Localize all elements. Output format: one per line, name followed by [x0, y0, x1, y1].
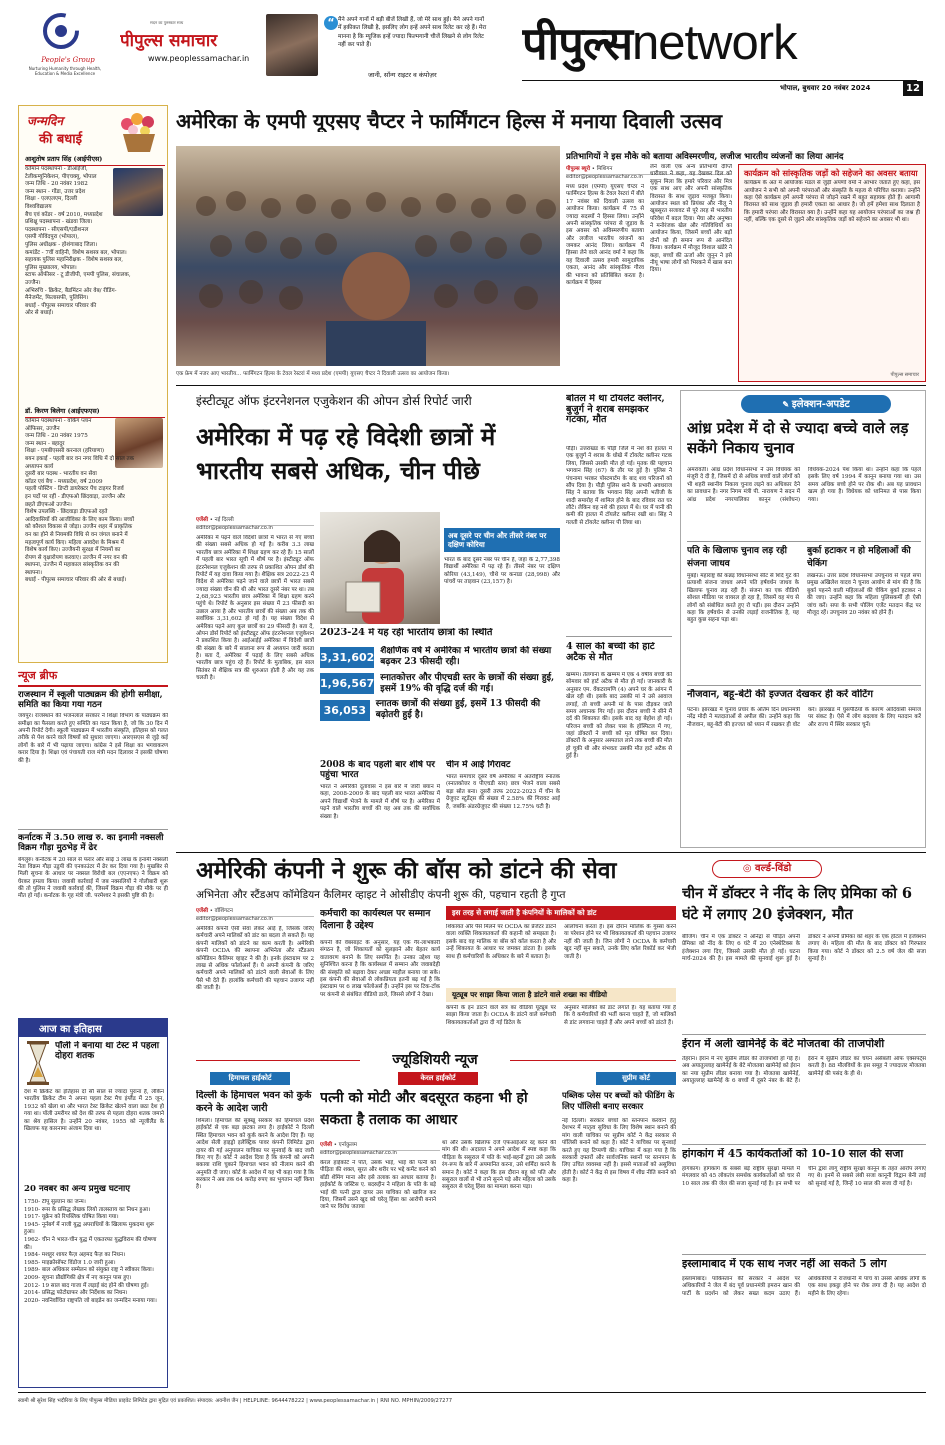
- study-box-1-headline: 2008 के बाद पहली बार शीर्ष पर पहुंचा भारत: [320, 760, 435, 781]
- lead-side-credit: पीपुल्स समाचार: [890, 372, 919, 378]
- history-box: [18, 1018, 168, 1388]
- lead-side-headline: कार्यक्रम को सांस्कृतिक जड़ों को सहेजने का अवसर बताया: [744, 168, 918, 178]
- status-title: 2023-24 में यह रही भारतीय छात्रों की स्थिति: [320, 628, 493, 638]
- detail-line: को कौशल विकास से जोड़ा। उज्जैन शहर में प्राकृतिक: [25, 524, 133, 531]
- detail-line: वन का होने से नियमकी विधि से वन जंगल बनाने में: [25, 531, 128, 538]
- byline-place: नई दिल्ली: [214, 517, 234, 523]
- khammam-headline: 4 साल की बच्ची की हार्ट अटैक से मौत: [566, 642, 655, 663]
- election-b2-headline: बुर्का हटाकर न हो महिलाओं की चेकिंग: [807, 546, 911, 569]
- event-item: 1910- रूस के प्रसिद्ध लेखक लियो तालस्ताय का निधन हुआ।: [24, 1206, 151, 1213]
- birthday-title-1: जन्मदिन: [27, 114, 64, 128]
- himachal-headline: दिल्ली के हिमाचल भवन को कुर्क करने के आदेश जारी: [196, 1090, 312, 1114]
- detail-line: बैच एवं कॉडर - वर्ष 2010, मध्यप्रदेश: [25, 211, 103, 218]
- iran-body: तेहरान। ईरान में नए सुप्रीम लीडर की ताजपोशी हो गई है। अब अयातुल्लाह खामेनेई के बेटे मोजतबा खामेनेई को ईरान का नया सुप्रीम लीडर बनाया गया है। मोजतबा खामेनेई, अयातुल्लाह खामेनेई के 6 बच्चों में दूसरे नंबर के बेटे हैं। ईरान में सुप्रीम लीडर का चयन असेंबली ऑफ एक्सपर्ट्स करती है। 88 मौलवियों के इस समूह ने ज्यादातर मोजतबा खामेनेई की पसंद के ही थे।: [682, 1056, 926, 1085]
- company-right-col-1: शिकायत और पैसे मिलने पर OCDA का प्रेजेंटर डांटने वाला व्यक्ति शिकायतकर्ता की कहानी को समझता है। इसके बाद वह मालिक या बॉस को कॉल करता है और उन्हें शिकायत के आधार पर जमकर डांटता है। इसके साथ ही कर्मचारियों के अधिकार के बारे में बताता है।: [446, 924, 556, 960]
- stat-row: [320, 673, 560, 696]
- website: www.peoplessamachar.in: [148, 54, 250, 63]
- world-label-text: वर्ल्ड-विंडो: [755, 863, 792, 874]
- event-item: 1989- बाल अधिकार सम्मेलन को संयुक्त राष्ट्र ने स्वीकार किया।: [24, 1267, 154, 1274]
- peoples-group-logo: [40, 10, 82, 52]
- page-number: 12: [903, 81, 923, 96]
- divider: [566, 636, 672, 637]
- detail-line: टेलीकम्युनिकेशन, पीएचक्यू, भोपाल: [25, 173, 97, 180]
- footer-rule: [18, 1392, 926, 1393]
- world-label: [712, 860, 822, 878]
- small-tag: सदन का पुरुस्कार साथ: [150, 20, 184, 25]
- stat-number: 1,96,567: [320, 673, 374, 694]
- hongkong-body: हांगकांग। हांगकांग के सबसे बड़े राष्ट्रीय सुरक्षा मामले में मंगलवार को 45 लोकतंत्र समर्थक कार्यकर्ताओं को चार से 10 साल तक की जेल की सजा सुनाई गई है। इन सभी पर चीन द्वारा लागू राष्ट्रीय सुरक्षा कानून के तहत आरोप लगाए गए थे। इनमें से सबसे लंबी सजा कानूनी विद्वान बेनी ताई को सुनाई गई है, जिन्हें 10 साल की सजा दी गई है।: [682, 1166, 926, 1187]
- news-brief: [18, 668, 168, 1013]
- quote-author: जानी, सॉन्ग राइटर व कंपोज़र: [368, 71, 437, 79]
- event-item: 1984- मशहूर शायर फैज़ अहमद फैज़ का निधन।: [24, 1252, 126, 1259]
- event-item: 1945- नूर्नबर्ग में नाजी युद्ध अपराधियों के खिलाफ मुकदमा शुरू हुआ।: [24, 1221, 155, 1236]
- himachal-label: हिमाचल हाईकोर्ट: [210, 1072, 290, 1085]
- detail-line: जन्म स्थान - गोंडा, उत्तर प्रदेश: [25, 188, 86, 195]
- detail-line: ओर से बधाई।: [25, 310, 54, 317]
- company-email: editor@peoplessamachar.co.in: [196, 916, 273, 922]
- network-hindi: पीपुल्स: [522, 17, 633, 70]
- masthead-rule: [522, 80, 917, 81]
- lead-side-body: कार्यक्रम के अंत में आयोजक मंडल से जुड़ी अपर्णा वर्मा ने आभार जताते हुए कहा, इस आयोजन ने सभी को अपनी परंपराओं और संस्कृति के महत्व से परिचित कराया। उन्होंने कहा ऐसे कार्यक्रम हमें अपनी परंपरा से जोड़ने रखने में बहुत सहायक होते हैं। आगामी विरासत को साथ जुड़ाव ही हमारी एकता का आधार है। जो हमें हमेशा साथ दिलाता है कि हमारी परंपरा और विरासत क्या है। उन्होंने कहा यह आयोजन परंपराओं का जश्न ही नहीं, बल्कि एक दूसरे से जुड़ने और सांस्कृतिक जड़ों को सहेजने का अवसर भी था।: [744, 180, 920, 224]
- section-rule: [176, 385, 926, 386]
- kerala-headline: पत्नी को मोटी और बदसूरत कहना भी हो सकता है तलाक का आधार: [320, 1090, 528, 1128]
- pakistan-headline: इस्लामाबाद में एक साथ नजर नहीं आ सकते 5 लोग: [682, 1258, 887, 1270]
- election-b3-body: पटना। झारखंड में चुनाव प्रचार के अंतिम दिन प्रधानमंत्री नरेंद्र मोदी ने मतदाताओं से अपील की। उन्होंने कहा कि नौजवान, बहू-बेटी की इज्जत को ध्यान में रखकर ही वोट करें। झारखंड में घुसपैठियों के कारण आदिवासी समाज पर संकट है। ऐसे में लोग बदलाव के लिए मतदान करें और राज्य में स्थिर सरकार चुनें।: [687, 707, 921, 728]
- peoples-group-name: People's Group: [41, 56, 95, 64]
- company-headline: अमेरिकी कंपनी ने शुरू की बॉस को डांटने की सेवा: [196, 858, 617, 884]
- youtube-col-2: अनुसार मालिकों को डांट लगाते हैं। यह बताया गया है कि वे कर्मचारियों की भर्ती करना चाहते हैं, जो मालिकों से डांट लगवाना चाहते हैं और अपने बच्चों को डांटते हैं।: [564, 1005, 676, 1026]
- stat-desc: शैक्षणिक वर्ष में अमेरिका में भारतीय छात्रों की संख्या बढ़कर 23 फीसदी रही।: [380, 646, 552, 668]
- election-section: [680, 390, 926, 848]
- company-body-col-1: अमेरिकी कंपनी ऐसी सेवा लेकर आई है, जिसके जरिए कर्मचारी अपने मालिकों को डांट का बदला ले सकते हैं। यह कंपनी मालिकों को डांटने का काम करती है। अमेरिकी कंपनी OCDA की स्थापना अभिनेता और स्टैंडअप कॉमेडियन कैलिमर व्हाइट ने की है। इनके इंस्टाग्राम पर 2 लाख से अधिक फॉलोअर्स हैं। ये अपनी कंपनी के जरिए कर्मचारी अपने मालिकों को डांटने वाली सेवाओं के लिए पैसे भी देते हैं। हालांकि कर्मचारी की पहचान उजागर नहीं की जाती है।: [196, 926, 314, 991]
- history-headline: पॉली ने बनाया था टेस्ट में पहला दोहरा शतक: [55, 1041, 160, 1062]
- event-item: 1985- माइक्रोसॉफ्ट विंडोज 1.0 जारी हुआ।: [24, 1259, 116, 1266]
- detail-line: पुलिस अधीक्षक - होशंगाबाद जिला।: [25, 241, 98, 248]
- lead-email: editor@peoplessamachar.co.in: [566, 174, 643, 180]
- election-body: अमरावती। आंध्र प्रदेश विधानसभा ने उस विधेयक को मंजूरी दे दी है, जिसमें दो से अधिक बच्चों वाले लोगों को भी शहरी स्थानीय निकाय चुनाव लड़ने का अधिकार देने का प्रावधान है। नगर निगम मंत्री पी. नारायण ने सदन में आंध्र प्रदेश नगरपालिका कानून (संशोधन) विधेयक-2024 पेश किया था। उन्होंने कहा कि पहले इसके लिए वर्ष 1994 में कानून बनाया गया था। उस समय अधिक बच्चे होने पर रोक थी। अब यह प्रावधान खत्म हो गया है। विधेयक को ध्वनिमत से पास किया गया।: [687, 467, 921, 503]
- divider: [687, 685, 921, 686]
- footer-imprint: स्वामी श्री सुरेश सिंह भदौरिया के लिए पीपुल्स मीडिया प्राइवेट लिमिटेड द्वारा मुद्रित एवं प्रकाशित। संपादक: अवनीश जैन | HELPLINE: 9644478222 | www.peoplessamachar.in | RNI NO. MPHIN/2009/27277: [18, 1398, 453, 1404]
- stat-number: 3,31,602: [320, 647, 374, 668]
- lead-side-box: [738, 164, 926, 382]
- stat-number: 36,053: [320, 700, 370, 721]
- election-label-text: इलेक्शन-अपडेट: [791, 399, 850, 410]
- section-rule: [176, 852, 926, 853]
- world-headline: चीन में डॉक्टर ने नींद के लिए प्रेमिका को 6 घंटे में लगाए 20 इंजेक्शन, मौत: [682, 885, 913, 923]
- stat-desc: स्नातकोत्तर और पीएचडी स्तर के छात्रों की संख्या हुई, इसमें 19% की वृद्धि दर्ज की गई।: [380, 672, 555, 694]
- event-item: 2009- सूचना प्रौद्योगिकी क्षेत्र में नए कानून पास हुए।: [24, 1274, 132, 1281]
- detail-line: स्थापना।: [25, 569, 42, 576]
- divider: [682, 1034, 926, 1035]
- dateline: भोपाल, बुधवार 20 नवंबर 2024: [780, 84, 871, 92]
- event-item: 2020- नवनिर्वाचित राष्ट्रपति जो बाइडेन का जन्मदिन मनाया गया।: [24, 1297, 157, 1304]
- company-mid-headline: कर्मचारी का कार्यस्थल पर सम्मान दिलाना है उद्देश्य: [320, 908, 431, 931]
- student-photo: [320, 512, 440, 624]
- khammam-body: खम्मम। तेलंगाना के खम्मम में एक 4 वर्षीय बच्ची की सोमवार को हार्ट अटैक से मौत हो गई। जानकारी के अनुसार एम. वेंकटरामणि (4) अपने घर के आंगन में खेल रही थी। इसके बाद उसकी मां ने उसे आवाज लगाई, तो बच्ची अपनी मां के पास दौड़कर जाते समय अचानक गिर गई। इस दौरान बच्ची ने सीने में दर्द की शिकायत की। इसके बाद वह बेहोश हो गई। परिजन बच्ची को लेकर पास के हॉस्पिटल में गए, जहां डॉक्टरों ने बच्ची को मृत घोषित कर दिया। डॉक्टरों के अनुसार अस्पताल लाने तक बच्ची की मौत हो चुकी थी और संभवतः उसकी मौत हार्ट अटैक से हुई है।: [566, 672, 672, 760]
- detail-line: कमांडेंट - 7वीं वाहिनी, विशेष सशस्त्र बल, भोपाल।: [25, 249, 127, 256]
- study-headline: अमेरिका में पढ़ रहे विदेशी छात्रों में भारतीय सबसे अधिक, चीन पीछे: [196, 422, 496, 485]
- detail-line: प्रशिक्षु पदस्थापना - खंडवा जिला।: [25, 219, 93, 226]
- detail-line: वर्तमान पदस्थापना - डीआईजी,: [25, 166, 88, 172]
- brief-2-body: बेंगलुरु। कर्नाटक में 20 साल से फरार और साढ़े 3 लाख के इनामी नक्सली नेता विक्रम गौड़ा उडुपी की एनकाउंटर में ढेर कर दिया गया है। मुखबिर से मिली सूचना के आधार पर नक्सल विरोधी बल (एएनएफ) ने विक्रम को घेरकर हमला किया। जवाबी कार्रवाई में जब नक्सलियों ने गोलीबारी शुरू की तो पुलिस ने जवाबी कार्रवाई की, जिसमें विक्रम गौड़ा की मौके पर ही मौत हो गई। कर्नाटक के गृह मंत्री जी. परमेश्वर ने इसकी पुष्टि की है।: [18, 856, 168, 900]
- supreme-court-body: नई दिल्ली। सरकार बच्चों को स्तनपान करवाने हेतु देशभर में मातृत्व सुविधा के लिए विशेष स्थान बनाने की मांग वाली याचिका पर सुप्रीम कोर्ट ने केंद्र सरकार से पॉलिसी बनाने को कहा है। कोर्ट ने याचिका पर सुनवाई करते हुए यह टिप्पणी की। याचिका में कहा गया है कि सरकारी दफ्तरों और सार्वजनिक स्थानों पर स्तनपान के लिए उचित व्यवस्था नहीं है। इससे माताओं को असुविधा होती है। कोर्ट ने केंद्र से इस विषय में शीघ्र नीति बनाने को कहा है।: [562, 1118, 676, 1183]
- lead-caption: एक फ्रेम में नजर आए भारतीय... फार्मिंगटन हिल्स के टेवल रेस्टरां में मध्य प्रदेश (एमपी) यूएसए चैप्टर ने दिवाली उत्सव का आयोजन किया।: [176, 371, 450, 377]
- uttarakhand-headline: बोतल में था टॉयलेट क्लीनर, बुजुर्ग ने शराब समझकर गटका, मौत: [566, 394, 665, 426]
- detail-line: अध्यापन कार्य: [25, 463, 54, 470]
- stat-row: [320, 646, 560, 669]
- second-place-body: भारत के बाद दूसरे नंबर पर चीन है, जहां के 2,77,398 विद्यार्थी अमेरिका में पढ़ रहे हैं। तीसरे नंबर पर दक्षिण कोरिया (43,149), चौथे पर कनाडा (28,998) और पांचवें पर ताइवान (23,157) है।: [444, 557, 560, 586]
- stats-list: [320, 646, 560, 756]
- election-b2-body: लखनऊ। उत्तर प्रदेश विधानसभा उपचुनाव से पहले सपा प्रमुख अखिलेश यादव ने चुनाव आयोग से मांग की है कि बुर्का पहनने वाली महिलाओं की चेकिंग बुर्का हटाकर न की जाए। उन्होंने कहा कि महिला पुलिसकर्मी ही ऐसी जांच करें। सपा के सभी पोलिंग एजेंट मतदान केंद्र पर मौजूद रहें। उपचुनाव 20 नवंबर को होने हैं।: [807, 573, 921, 616]
- detail-line: पहली पोस्टिंग - डिप्टी डायरेक्टर पेंच टाइगर रिजर्व: [25, 486, 124, 493]
- event-item: 1750- टीपू सुल्तान का जन्म।: [24, 1199, 86, 1205]
- world-body: बीजिंग। चीन में एक डॉक्टर ने अनिद्रा से पीड़ित अपनी प्रेमिका को नींद के लिए 6 घंटे में 20 एनेस्थेटिक्स के इंजेक्शन लगा दिए, जिससे उसकी मौत हो गई। घटना मार्च-2024 की है। इस मामले की सुनवाई शुरू हुई है। डॉक्टर ने अपनी प्रेमिका को शहर के एक होटल में इंजेक्शन लगाए थे। महिला की मौत के बाद डॉक्टर को गिरफ्तार किया गया। कोर्ट ने डॉक्टर को 2.5 वर्ष जेल की सजा सुनाई है।: [682, 934, 926, 963]
- study-box-2-body: भारत समाचार दूसरे वर्ष अमेरिका में अंतर्राष्ट्रीय स्नातक (स्नातकोत्तर व पीएचडी स्तर) छात्र भेजने वाला सबसे बड़ा स्रोत बना। दूसरी तरफ 2022-2023 में चीन के ग्रेजुएट स्टूडेंट्स की संख्या में 2.58% की गिरावट आई है, जबकि अंडरग्रेजुएट की संख्या 12.75% घटी है।: [446, 774, 560, 810]
- event-item: 1962- चीन ने भारत-चीन युद्ध में एकतरफा युद्धविराम की घोषणा की।: [24, 1236, 157, 1251]
- study-byline: एजेंसी • नई दिल्ली: [196, 515, 314, 526]
- detail-line: जन्म तिथि - 20 नवंबर 1975: [25, 433, 88, 440]
- company-byline: एजेंसी • वॉशिंगटन: [196, 906, 314, 917]
- supreme-court-headline: पब्लिक प्लेस पर बच्चों को फीडिंग के लिए पॉलिसी बनाए सरकार: [562, 1090, 675, 1112]
- kerala-label: केरल हाईकोर्ट: [398, 1072, 478, 1085]
- birthday-title-2: की बधाई: [39, 132, 83, 147]
- detail-line: मैनेजमेंट, फिलासफी, पुलिसिंग।: [25, 295, 89, 302]
- ballot-icon: ✎: [782, 399, 792, 409]
- globe-icon: ◎: [742, 863, 756, 874]
- detail-line: बधाई - पीपुल्स समाचार परिवार की ओर से बधाई।: [25, 577, 127, 584]
- kerala-body-col-2: था और उसके खिलाफ दर्ज एफआईआर रद्द करने की मांग की थी। अदालत ने अपने आदेश में स्पष्ट कहा कि पीड़िता के ससुराल में पति के भाई-बहनों द्वारा उसे उसके रंग-रूप के बारे में अपमानित करना, उसे शर्मिंदा करने के समान है। कोर्ट ने कहा कि इस दौरान बहू को पति और ससुराल वालों से भी ताने सुनने पड़े और महिला को उसके ससुराल से घरेलू हिंसा का मामला करना पड़ा।: [442, 1140, 556, 1191]
- detail-line: बयन इकाई - पहली बार वन नगर विधि में दो साल तक: [25, 455, 135, 462]
- detail-line: शिक्षा - एमबीएससी करनाल (हरियाणा): [25, 448, 105, 455]
- hongkong-headline: हांगकांग में 45 कार्यकर्ताओं को 10-10 साल की सजा: [682, 1148, 904, 1160]
- birthday-person-2-name: डॉ. किरण बिलेगा (आईएफएस): [25, 406, 165, 418]
- kerala-body-col-1: केरल हाईकोर्ट ने पति, उसके भाई, भाई की पत्नी को पीड़िता की शक्ल, सूरत और शरीर पर भद्दे कमेंट करने को बॉडी शेमिंग माना और इसे तलाक का आधार बताया है। हाईकोर्ट के जस्टिस ए. बदरुद्दीन ने महिला के पति के बड़े भाई की पत्नी द्वारा दायर उस याचिका को खारिज कर दिया, जिसमें उसने खुद को घरेलू हिंसा का आरोपी बनाने जाने पर विरोध जताया: [320, 1160, 436, 1211]
- event-item: 1917- यूक्रेन को रिपब्लिक घोषित किया गया।: [24, 1214, 119, 1221]
- birthday-person-1-details: [25, 166, 165, 366]
- quote-text: मैने अपने गानों में बड़ी बीजें लिखी हैं, जो मेरे साथ हुईं। मैने अपने गानों में हकीकत लिखी है, इसलिए लोग इन्हें अपने साथ रिलेट कर रहे हैं। मेरा मानना है कि म्यूजिक इन्हें ज्यादा फिल्मगानी चीजें लिखने से लोग रिलेट नहीं कर पाते हैं।: [338, 17, 487, 49]
- pakistan-body: इस्लामाबाद। पाकिस्तान की सरकार ने आदेश पर अधिकारियों ने जेल में बंद पूर्व प्रधानमंत्री इमरान खान की पार्टी के प्रदर्शन को लेकर सख्त कदम उठाए हैं। अधिकारियों ने राजधानी में पांच या उससे अधिक लोगों के एक साथ इकट्ठा होने पर रोक लगा दी है। यह आदेश दो महीने के लिए रहेगा।: [682, 1276, 926, 1297]
- peoples-group-tag: Nurturing Humanity through Health, Education & Media Excellence: [28, 66, 102, 77]
- birthday-box: [18, 105, 168, 663]
- brief-1-headline: राजस्थान में स्कूली पाठ्यक्रम की होगी समीक्षा, समिति का किया गया गठन: [18, 690, 163, 710]
- birthday-person-1-name: आशुतोष प्रताप सिंह (आईपीएस): [25, 154, 165, 166]
- history-header: आज का इतिहास: [19, 1019, 167, 1037]
- company-red-bar: इस तरह से लगाई जाती है कंपनियों के मालिकों को डांट: [446, 906, 676, 920]
- history-body: देश में क्रिकेट का इतिहास दो सौ साल से ज्यादा पुराना है, लेकिन भारतीय क्रिकेट टीम ने अपना पहला टेस्ट मैच इंग्लैंड में 25 जून, 1932 को खेला था और भारत टेस्ट क्रिकेट खेलने वाला छठा देश हो गया था। पॉली उमरीगर को देश की तरफ से पहला दोहरा शतक जमाने का श्रेय हासिल है। उन्होंने 20 नवंबर, 1955 को न्यूजीलैंड के खिलाफ यह कारनामा अंजाम दिया था।: [24, 1089, 164, 1132]
- detail-line: दूसरी बार पदस्थ - भारतीय वन सेवा: [25, 471, 97, 478]
- detail-line: महत्वपूर्ण कार्य किए। महिला आवदेश के मिश्रम में: [25, 539, 124, 546]
- detail-line: स्थापना, उज्जैन में महाकाल सांस्कृतिक वन की: [25, 562, 120, 569]
- detail-line: बधाई - पीपुल्स समाचार परिवार की: [25, 302, 97, 309]
- event-item: 2014- प्रसिद्ध फोटोग्राफर और निर्देशक का निधन।: [24, 1290, 128, 1297]
- supreme-court-label: सुप्रीम कोर्ट: [596, 1072, 676, 1085]
- byline-source: एजेंसी: [196, 908, 209, 914]
- lead-subhead: प्रतिभागियों ने इस मौके को बताया अविस्मरणीय, लजीज भारतीय व्यंजनों का लिया आनंद: [566, 152, 844, 162]
- study-body: अमेरिका में पढ़ने वाले विदेशी छात्रों में भारत से गए बच्चों की संख्या सबसे अधिक हो गई है। करीब 3.3 लाख भारतीय छात्र अमेरिका में शिक्षा ग्रहण कर रहे हैं। 15 सालों में पहली बार भारत सूची में शीर्ष पर है। इंस्टीट्यूट ऑफ इंटरनेशनल एजुकेशन की तरफ से प्रकाशित ओपन डोर्स की रिपोर्ट में यह दावा किया गया है। शैक्षिक सत्र 2022-23 में विदेश से अमेरिका पढ़ने जाने वाले छात्रों में भारत सबसे ज्यादा संख्या चीन की थी और भारत दूसरे नंबर पर था। तब 2,68,923 भारतीय छात्र अमेरिका में शिक्षा ग्रहण करने पहुंचे थे। रिपोर्ट के अनुसार इस संख्या में 23 फीसदी का उछाल आया है और भारतीय छात्रों की संख्या अब तक की सर्वाधिक 3,31,602 हो गई है। यह संख्या विदेश से अमेरिका पढ़ने आए कुल छात्रों का 29 फीसदी है। बता दें, ओपन डोर्स रिपोर्ट को इंस्टीट्यूट ऑफ इंटरनेशनल एजुकेशन ने प्रकाशित किया है। आईआईई अमेरिका में विदेशी छात्रों की संख्या के बारे में सालाना रूप से अध्ययन जारी करता है। बता दें, अमेरिका में पढ़ाई के लिए सबसे अधिक भारतीय छात्र पहुंच रहे हैं। रिपोर्ट के मुताबिक, इस साल सितंबर से शैक्षिक सत्र की शुरुआत होती है और यह तक चलती है।: [196, 535, 314, 682]
- election-headline: आंध्र प्रदेश में दो से ज्यादा बच्चे वाले लड़ सकेंगे निकाय चुनाव: [687, 419, 909, 457]
- detail-line: छहते डीएफओ उज्जैन।: [25, 501, 72, 508]
- quote-icon: “: [324, 16, 338, 30]
- study-box-1-body: भारत ने अमेरिकी दूतावास ने इस बारे में जारी बयान में कहा, 2008-2009 के बाद पहली बार भारत अमेरिका में अपने विद्यार्थी भेजने के मामले में शीर्ष पर है। अमेरिका में पढ़ने वाले भारतीय बच्चों की यह अब तक की सर्वाधिक संख्या है।: [320, 784, 440, 820]
- masthead: [0, 0, 945, 100]
- detail-line: पुलिस मुख्यालय, भोपाल।: [25, 264, 77, 271]
- detail-line: इन पदों पर रहीं - डीएफओ छिंदवाड़ा, उज्जैन और: [25, 493, 125, 500]
- detail-line: सहायक पुलिस महानिरीक्षक - विशेष सशस्त्र बल,: [25, 257, 124, 264]
- detail-line: उज्जैन।: [25, 279, 41, 286]
- detail-line: वर्तमान पदस्थापना - वर्किंग प्लान: [25, 418, 92, 424]
- event-item: 2012- 19 साल बाद गाजा में लड़ाई बंद होने की घोषणा हुई।: [24, 1282, 149, 1289]
- election-b1-headline: पति के खिलाफ चुनाव लड़ रही संजना जाधव: [687, 546, 787, 569]
- lead-byline: पीपुल्स ब्यूरो • मिशिगन: [566, 164, 731, 175]
- brief-1-body: जयपुर। राजस्थान की भजनलाल सरकार ने शिक्षा विभाग के पाठ्यक्रम की समीक्षा का फैसला करते हुए समिति का गठन किया है, जो कि 30 दिन में अपनी रिपोर्ट देगी। स्कूली पाठ्यक्रम में भारतीय संस्कृति, इतिहास को गलत तरीके से पेश करने वाले विषयों को सुधारा जाएगा। आरएसएस से जुड़े कई लोगों के बारे में भी पढ़ाया जाएगा। कांग्रेस ने इसे शिक्षा का भगवाकरण करार दिया है। शिक्षा एवं पंचायती राज मंत्री मदन दिलावर ने इसकी घोषणा की है।: [18, 713, 168, 764]
- byline-place: एर्नाकुलम: [338, 1142, 358, 1148]
- himachal-body: शिमला। हिमाचल की सुक्खू सरकार को हिमाचल प्रदेश हाईकोर्ट से एक बड़ा झटका लगा है। हाईकोर्ट ने दिल्ली स्थित हिमाचल भवन को कुर्क करने के आदेश दिए हैं। यह आदेश सेली हाइड्रो इलेक्ट्रिक पावर कंपनी लिमिटेड द्वारा दायर की गई अनुपालन याचिका पर सुनवाई के बाद जारी किए गए हैं। कोर्ट ने आदेश दिया है कि कंपनी को अपनी बकाया राशि चुकाने हिमाचल भवन को नीलाम करने की अनुमति दी जाए। कोर्ट के आदेश में यह भी कहा गया है कि सरकार ने अब तक 64 करोड़ रुपए का भुगतान नहीं किया है।: [196, 1118, 314, 1191]
- author-photo: [266, 14, 318, 76]
- news-brief-header: न्यूज ब्रीफ: [18, 668, 168, 687]
- lead-photo: [176, 146, 560, 366]
- second-place-banner: अब दूसरे पर चीन और तीसरे नंबर पर दक्षिण कोरिया: [444, 528, 560, 552]
- detail-line: आदिवासियों की आजीविका के लिए काम किया। बच्चों: [25, 516, 135, 523]
- divider: [687, 541, 921, 542]
- kerala-email: editor@peoplessamachar.co.in: [320, 1150, 397, 1156]
- flower-basket-icon: [115, 110, 163, 154]
- byline-place: मिशिगन: [596, 166, 613, 172]
- byline-source: एजेंसी: [320, 1142, 333, 1148]
- study-email: editor@peoplessamachar.co.in: [196, 525, 273, 531]
- detail-line: जन्म स्थान - बहादुर: [25, 440, 65, 447]
- brief-2-headline: कर्नाटक में 3.50 लाख रु. का इनामी नक्सली विक्रम गौड़ा मुठभेड़ में ढेर: [18, 833, 164, 853]
- detail-line: एसपी गोविंदपुरा (भोपाल),: [25, 234, 80, 241]
- lead-body-col-1: मध्य प्रदेश (एमपी) यूएसए चैप्टर ने फार्मिंगटन हिल्स के टेवल रेस्टरां में बीते 17 नवंबर को दिवाली उत्सव का आयोजन किया। कार्यक्रम में 75 से ज्यादा सदस्यों ने हिस्सा लिया। उन्होंने अपनी सांस्कृतिक परंपरा से जुड़ाव के इस अवसर को अविस्मरणीय बताया और लजीज भारतीय व्यंजनों का जमकर आनंद लिया। कार्यक्रम में हिस्सा लेने वाले आनंद वर्मा ने कहा कि यह दिवाली उत्सव हमारी सामुदायिक एकता, आनंद और सांस्कृतिक गौरव की भावना को प्रतिबिंबित करता है। कार्यक्रम में हिस्सा: [566, 184, 644, 286]
- judiciary-header: ज्यूडिशियरी न्यूज: [360, 1050, 510, 1069]
- network-en: network: [632, 16, 797, 70]
- company-right-col-2: आलोचना करता है। इस दौरान मालिक के गुस्सा करने या परेशान होने पर भी शिकायतकर्ता की पहचान उजागर नहीं की जाती है। जिन लोगों ने OCDA के कर्मचारी खुद नहीं सुन सकते, उनके लिए कॉल रिकॉर्ड कर भेजी जाती है।: [564, 924, 676, 960]
- detail-line: ऑफिसर, उज्जैन: [25, 425, 60, 432]
- election-b3-headline: नौजवान, बहू-बेटी की इज्जत देखकर ही करें वोटिंग: [687, 689, 873, 700]
- uttarakhand-body: पौड़ी। उत्तराखंड के पौड़ी जिले में नशे की हालत में एक बुजुर्ग ने शराब के धोखे में टॉयलेट क्लीनर गटक लिया, जिससे उसकी मौत हो गई। मृतक की पहचान भगवान सिंह (67) के तौर पर हुई है। पुलिस ने पंचनामा भरकर पोस्टमार्टम के बाद शव परिजनों को सौंप दिया है। पौड़ी पुलिस थाने के प्रभारी अवधराज सिंह ने बताया कि भगवान सिंह अपनी भतीजी के शादी समारोह में शामिल होने के बाद रविवार रात घर लौटे। लेकिन वह नशे की हालत में थे। घर में पानी की कमी की हालत में टॉयलेट क्लीनर रखी था। सिंह ने गलती से टॉयलेट क्लीनर पी लिया था।: [566, 446, 672, 526]
- world-section: [682, 860, 926, 1388]
- detail-line: रोपण से वृक्षारोपण करवाए। उज्जैन में नगर वन की: [25, 554, 128, 561]
- network-title: [522, 12, 922, 76]
- company-subhead: अभिनेता और स्टैंडअप कॉमेडियन कैलिमर व्हाइट ने ओसीडीए कंपनी शुरू की, पहचान रहती है गुप्त: [196, 889, 566, 901]
- history-events-list: [24, 1199, 164, 1384]
- study-kicker: इंस्टीट्यूट ऑफ इंटरनेशनल एजुकेशन की ओपन डोर्स रिपोर्ट जारी: [196, 394, 472, 408]
- lead-headline: अमेरिका के एमपी यूएसए चैप्टर ने फार्मिंगटन हिल्स में मनाया दिवाली उत्सव: [176, 110, 723, 133]
- detail-line: विश्वविद्यालय: [25, 203, 52, 210]
- detail-line: अभिरुचि - क्रिकेट, बैडमिंटन ओर वेब/ रीडिंग-: [25, 287, 117, 294]
- detail-line: स्टाफ ऑफीसर - टू डीजीपी, एमपी पुलिस, संचालक,: [25, 272, 131, 279]
- detail-line: जन्म तिथि - 20 नवंबर 1982: [25, 181, 88, 188]
- stat-row: [320, 699, 560, 722]
- lead-body-col-2: लेने वाली एक अन्य प्रतिभागी दीप्ति धारीवाल ने कहा, यह देखकर दिल को सुकून मिला कि हमारे परिवार और मित्र एक साथ आए और अपनी सांस्कृतिक विरासत के साथ जुड़ाव मजबूत किया। आयोजन स्थल को प्रियंका और नीलू ने खूबसूरत सजावट से पूरे तरह से भारतीय परिवेश में बदल दिया। मेघा और अनुष्का ने मनोरंजक खेल और गतिविधियों का आयोजन किया, जिसमें बच्चों और बड़ों दोनों को ही समान रूप से आनंदित किया। कार्यक्रम में मौजूद विशाल खंडेरे ने कहा, बच्चों की ऊर्जा और जुनून ने इसे नीयू भाषा लोगों को भिरकने में खास बना दिया।: [650, 164, 732, 274]
- youtube-bar: यूट्यूब पर साझा किया जाता है डांटने वाले शख्स का वीडियो: [446, 988, 676, 1002]
- detail-line: शिक्षा - एलएलएम, दिल्ली: [25, 196, 78, 203]
- company-mid-body: कंपनी की वेबसाइट के अनुसार, यह एक गैर-लाभकारी संगठन है, जो शिकायतों को सुलझाने और बेहतर कार्य वातावरण बनाने के लिए समर्पित है। उनका उद्देश्य यह सुनिश्चित करना है कि कार्यस्थल में सम्मान और जवाबदेही की संस्कृति को बढ़ावा देकर अच्छा माहौल बनाया जा सके। इस कंपनी की सेवाओं से लोकप्रियता इतनी बढ़ गई है कि इंस्टाग्राम पर 6 लाख फॉलोअर्स हैं। उन्होंने इस पर टिक-टॉक पर कंपनी से संबंधित वीडियो डाले, जिससे लोगों ने देखा।: [320, 940, 440, 998]
- byline-source: पीपुल्स ब्यूरो: [566, 166, 591, 172]
- divider: [682, 1254, 926, 1255]
- election-b1-body: मुंबई। महाराष्ट्र की कन्नड़ विधानसभा सीट से शिंदे गुट की प्रत्याशी संजना जाधव अपने पति हर्षवर्धन जाधव के खिलाफ चुनाव लड़ रही हैं। संजना का एक वीडियो सोशल मीडिया पर वायरल हो रहा है, जिसमें वह मंच से लोगों को संबोधित करते हुए रो पड़ीं। इस दौरान उन्होंने कहा कि हर्षवर्धन से उनकी लड़ाई राजनीतिक है, यह बहुत कुछ सहना पड़ा था।: [687, 573, 799, 624]
- divider: [682, 1144, 926, 1145]
- samachar-logo: पीपुल्स समाचार: [120, 31, 218, 51]
- birthday-title: [27, 112, 107, 152]
- detail-line: कॉडर एवं बैच - मध्यप्रदेश, वर्ष 2009: [25, 478, 103, 485]
- birthday-person-2-details: [25, 418, 165, 660]
- detail-line: विशेष कार्य किए। उज्जैयनी सुरक्षा में नियमों का: [25, 547, 121, 554]
- election-label: [741, 395, 891, 413]
- history-events-title: 20 नवंबर की अन्य प्रमुख घटनाएं: [24, 1185, 131, 1194]
- kerala-byline: एजेंसी • एर्नाकुलम: [320, 1140, 440, 1151]
- iran-headline: ईरान में अली खामेनेई के बेटे मोजतबा की ताजपोशी: [682, 1038, 885, 1050]
- detail-line: पदस्थापना - सीएसपी/एडीशनल: [25, 226, 89, 233]
- byline-place: वॉशिंगटन: [214, 908, 233, 914]
- byline-source: एजेंसी: [196, 517, 209, 523]
- study-box-2-headline: चीन में आई गिरावट: [446, 760, 511, 770]
- stat-desc: स्नातक छात्रों की संख्या हुई, इसमें 13 फीसदी की बढ़ोतरी हुई है।: [375, 699, 541, 721]
- youtube-col-1: कंपनी के इन डांटने वाले सत्र का वीडियो यूट्यूब पर साझा किया जाता है। OCDA के डांटने वाले कर्मचारी शिकायतकर्ताओं द्वारा दी गई डिटेल के: [446, 1005, 556, 1026]
- divider: [18, 829, 168, 830]
- hourglass-icon: [25, 1041, 51, 1085]
- detail-line: विशेष उपलब्धि - छिंदवाड़ा डीएफओ रहते: [25, 509, 108, 516]
